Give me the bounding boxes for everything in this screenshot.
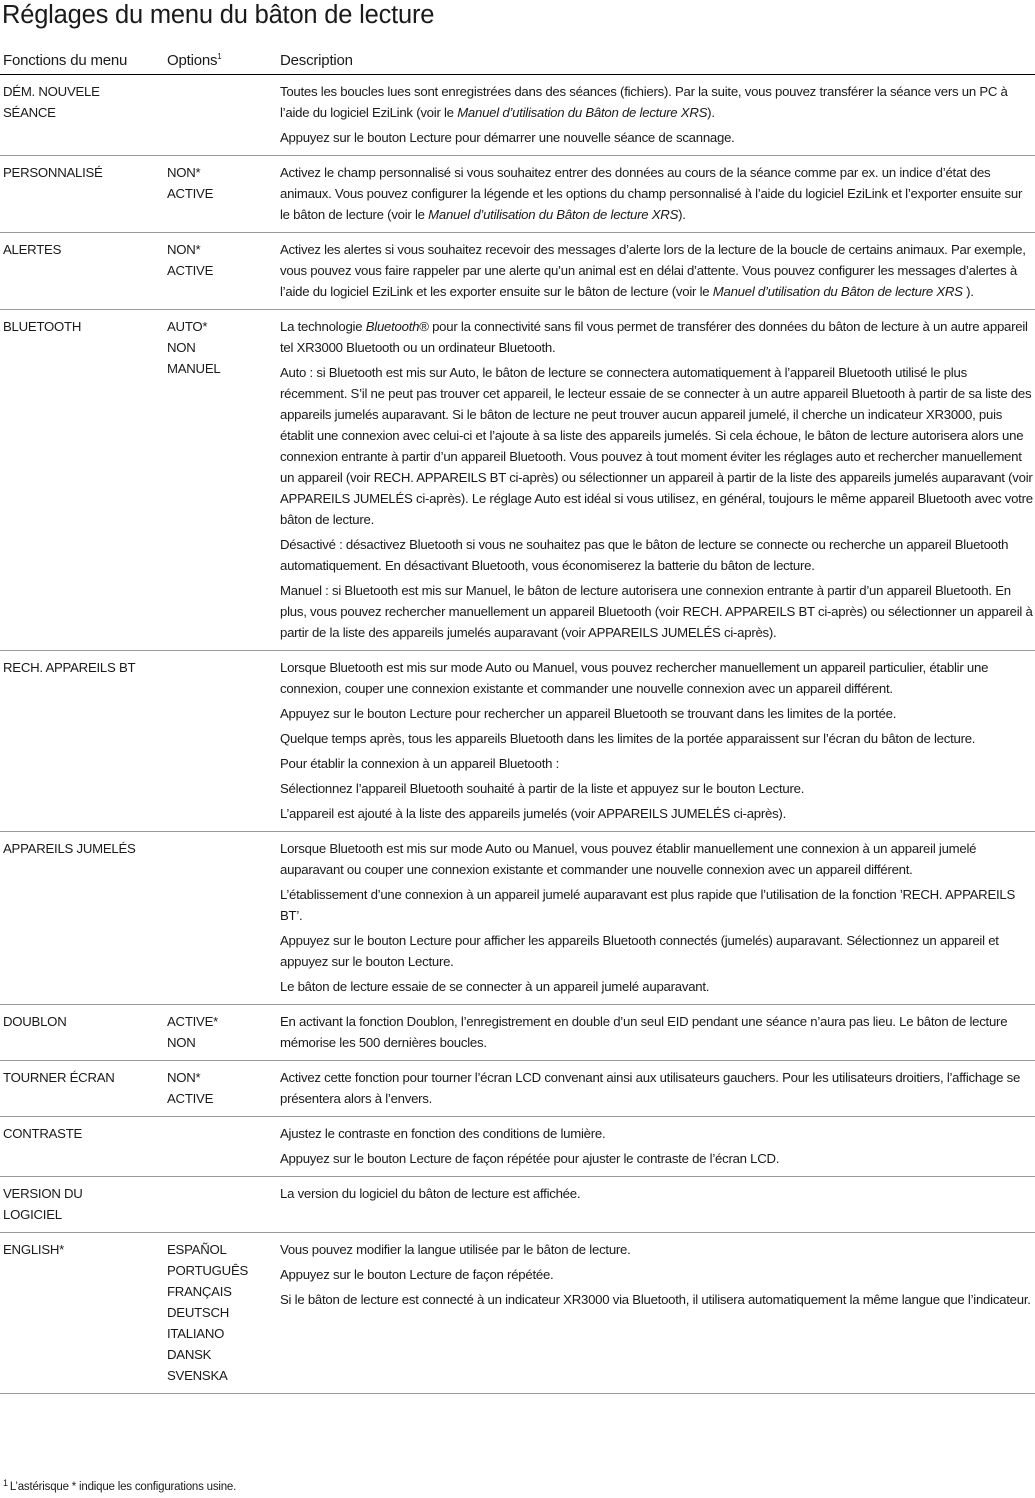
menu-function-cell xyxy=(0,1005,167,1061)
menu-description-cell xyxy=(280,233,1035,310)
table-row-appareils-jumeles xyxy=(0,832,1035,1005)
menu-option-value: MANUEL xyxy=(167,361,221,376)
header-description-label: Description xyxy=(280,52,353,69)
description-text: Quelque temps après, tous les appareils Bluetooth dans les limites de la portée apparaissent sur l’écran du bâton de lecture. xyxy=(280,731,976,746)
menu-description-cell xyxy=(280,1177,1035,1233)
description-text: Auto : si Bluetooth est mis sur Auto, le bâton de lecture se connectera automatiquement à l’appareil Bluetooth utilisé le plus récemment. S’il ne peut pas trouver cet appareil, le lecteur essaie de se connecter à un autre appareil Bluetooth à partir de sa liste des appareils jumelés auparavant. Si le bâton de lecture ne peut trouver aucun appareil jumelé, il cherche un indicateur XR3000, puis établit une connexion avec celui-ci et l’ajoute à sa liste des appareils jumelés. Si cela échoue, le bâton de lecture autorisera alors une connexion entrante à partir d’un appareil Bluetooth. Vous pouvez à tout moment éviter les réglages auto et rechercher manuellement un appareil (voir RECH. APPAREILS BT ci-après) ou sélectionner un appareil à partir de la liste des appareils jumelés auparavant (voir APPAREILS JUMELÉS ci-après). Le réglage Auto est idéal si vous utilisez, en général, toujours le même appareil Bluetooth avec votre bâton de lecture. xyxy=(280,365,1033,527)
description-text: Manuel : si Bluetooth est mis sur Manuel, le bâton de lecture autorisera une connexion entrante à partir d’un appareil Bluetooth. En plus, vous pouvez rechercher manuellement un appareil Bluetooth (voir RECH. APPAREILS BT ci-après) ou sélectionner un appareil à partir de la liste des appareils jumelés auparavant (voir APPAREILS JUMELÉS ci-après). xyxy=(280,583,1033,640)
description-text: Lorsque Bluetooth est mis sur mode Auto ou Manuel, vous pouvez établir manuellement une connexion à un appareil jumelé auparavant ou couper une connexion existante et commander une nouvelle connexion avec un appareil différent. xyxy=(280,841,977,877)
menu-description-cell xyxy=(280,75,1035,156)
menu-description-cell xyxy=(280,832,1035,1005)
menu-option-value: FRANÇAIS xyxy=(167,1284,232,1299)
menu-option-value: DANSK xyxy=(167,1347,212,1362)
description-text: En activant la fonction Doublon, l’enregistrement en double d’un seul EID pendant une séance n’aura pas lieu. Le bâton de lecture mémorise les 500 dernières boucles. xyxy=(280,1014,1008,1050)
header-options-footnote-marker: 1 xyxy=(217,52,222,61)
menu-option-value: ITALIANO xyxy=(167,1326,225,1341)
description-text: Appuyez sur le bouton Lecture pour rechercher un appareil Bluetooth se trouvant dans les limites de la portée. xyxy=(280,706,897,721)
menu-options-cell xyxy=(167,233,280,310)
menu-function-cell xyxy=(0,156,167,233)
menu-function-name: ENGLISH* xyxy=(3,1242,65,1257)
footnote-marker: 1 xyxy=(3,1478,8,1488)
menu-option-value: NON* xyxy=(167,165,201,180)
description-text: Lorsque Bluetooth est mis sur mode Auto ou Manuel, vous pouvez rechercher manuellement un appareil particulier, établir une connexion, couper une connexion existante et commander une nouvelle connexion avec un appareil différent. xyxy=(280,660,989,696)
menu-function-cell xyxy=(0,1117,167,1177)
table-row-dem-nouvelle-seance xyxy=(0,75,1035,156)
description-text: Toutes les boucles lues sont enregistrées dans des séances (fichiers). Par la suite, vous pouvez transférer la séance vers un PC à l’aide du logiciel EziLink (voir le xyxy=(280,84,1008,120)
menu-function-name: DÉM. NOUVELE xyxy=(3,84,100,99)
description-text: Pour établir la connexion à un appareil Bluetooth : xyxy=(280,756,560,771)
table-row-version-du-logiciel xyxy=(0,1177,1035,1233)
description-text: Sélectionnez l’appareil Bluetooth souhaité à partir de la liste et appuyez sur le bouton Lecture. xyxy=(280,781,805,796)
table-row-personnalise xyxy=(0,156,1035,233)
description-paragraph xyxy=(280,728,1035,749)
description-paragraph xyxy=(280,580,1035,643)
description-text: ® pour la connectivité sans fil vous permet de transférer des données du bâton de lecture à un autre appareil tel XR3000 Bluetooth ou un ordinateur Bluetooth. xyxy=(280,319,1028,355)
description-text: ). xyxy=(707,105,715,120)
description-paragraph xyxy=(280,316,1035,358)
description-paragraph xyxy=(280,778,1035,799)
description-text: L’appareil est ajouté à la liste des appareils jumelés (voir APPAREILS JUMELÉS ci-après). xyxy=(280,806,786,821)
manual-reference-italic: Bluetooth xyxy=(365,319,420,334)
description-paragraph xyxy=(280,127,1035,148)
description-paragraph xyxy=(280,1264,1035,1285)
menu-function-name: RECH. APPAREILS BT xyxy=(3,660,136,675)
description-text: La version du logiciel du bâton de lecture est affichée. xyxy=(280,1186,581,1201)
manual-reference-italic: Manuel d’utilisation du Bâton de lecture XRS xyxy=(457,105,708,120)
menu-function-cell xyxy=(0,1061,167,1117)
menu-option-value: ACTIVE xyxy=(167,1091,214,1106)
menu-function-name: ALERTES xyxy=(3,242,62,257)
header-options xyxy=(167,49,280,75)
menu-settings-table xyxy=(0,49,1035,1394)
description-text: L’établissement d’une connexion à un appareil jumelé auparavant est plus rapide que l’utilisation de la fonction ’RECH. APPAREILS BT’. xyxy=(280,887,1016,923)
table-row-rech-appareils-bt xyxy=(0,651,1035,832)
menu-option-value: ACTIVE* xyxy=(167,1014,219,1029)
menu-description-cell xyxy=(280,156,1035,233)
menu-function-cell xyxy=(0,233,167,310)
description-paragraph xyxy=(280,1067,1035,1109)
menu-function-name: SÉANCE xyxy=(3,105,56,120)
menu-option-value: NON xyxy=(167,1035,196,1050)
description-paragraph xyxy=(280,753,1035,774)
menu-function-name: APPAREILS JUMELÉS xyxy=(3,841,136,856)
menu-option-value: ESPAÑOL xyxy=(167,1242,227,1257)
description-paragraph xyxy=(280,703,1035,724)
table-row-alertes xyxy=(0,233,1035,310)
menu-options-cell xyxy=(167,1005,280,1061)
menu-options-cell xyxy=(167,651,280,832)
description-paragraph xyxy=(280,930,1035,972)
menu-options-cell xyxy=(167,1061,280,1117)
menu-function-name: VERSION DU xyxy=(3,1186,83,1201)
description-text: Appuyez sur le bouton Lecture pour démarrer une nouvelle séance de scannage. xyxy=(280,130,735,145)
description-text: Activez le champ personnalisé si vous souhaitez entrer des données au cours de la séance comme par ex. un indice d’état des animaux. Vous pouvez configurer la légende et les options du champ personnalisé à l’aide du logiciel EziLink et l’exporter ensuite sur le bâton de lecture (voir le xyxy=(280,165,1023,222)
page-title: Réglages du menu du bâton de lecture xyxy=(2,1,435,29)
description-paragraph xyxy=(280,1123,1035,1144)
menu-option-value: SVENSKA xyxy=(167,1368,228,1383)
menu-function-name: LOGICIEL xyxy=(3,1207,62,1222)
header-description xyxy=(280,49,1035,75)
description-text: Désactivé : désactivez Bluetooth si vous ne souhaitez pas que le bâton de lecture se connecte ou recherche un appareil Bluetooth automatiquement. En désactivant Bluetooth, vous économiserez la batterie du bâton de lecture. xyxy=(280,537,1009,573)
menu-function-cell xyxy=(0,832,167,1005)
menu-function-cell xyxy=(0,75,167,156)
menu-description-cell xyxy=(280,310,1035,651)
description-text: Vous pouvez modifier la langue utilisée par le bâton de lecture. xyxy=(280,1242,631,1257)
description-paragraph xyxy=(280,81,1035,123)
description-paragraph xyxy=(280,884,1035,926)
description-text: Le bâton de lecture essaie de se connecter à un appareil jumelé auparavant. xyxy=(280,979,710,994)
footnote xyxy=(3,1478,236,1496)
menu-option-value: ACTIVE xyxy=(167,263,214,278)
header-options-label: Options xyxy=(167,52,218,69)
menu-options-cell xyxy=(167,1117,280,1177)
menu-options-cell xyxy=(167,1177,280,1233)
menu-options-cell xyxy=(167,75,280,156)
menu-description-cell xyxy=(280,1117,1035,1177)
table-row-contraste xyxy=(0,1117,1035,1177)
description-paragraph xyxy=(280,838,1035,880)
menu-option-value: AUTO* xyxy=(167,319,208,334)
menu-function-name: TOURNER ÉCRAN xyxy=(3,1070,115,1085)
menu-option-value: NON* xyxy=(167,1070,201,1085)
menu-description-cell xyxy=(280,1061,1035,1117)
header-function-label: Fonctions du menu xyxy=(3,52,128,69)
menu-function-cell xyxy=(0,651,167,832)
description-paragraph xyxy=(280,239,1035,302)
description-text: Activez cette fonction pour tourner l’écran LCD convenant ainsi aux utilisateurs gauchers. Pour les utilisateurs droitiers, l’affichage se présentera alors à l’envers. xyxy=(280,1070,1021,1106)
menu-function-cell xyxy=(0,1233,167,1394)
description-text: Activez les alertes si vous souhaitez recevoir des messages d’alerte lors de la lecture de la boucle de certains animaux. Par exemple, vous pouvez vous faire rappeler par une alerte qu’un animal est en délai d’attente. Vous pouvez configurer les messages d’alertes à l’aide du logiciel EziLink et les exporter ensuite sur le bâton de lecture (voir le xyxy=(280,242,1026,299)
table-header-row xyxy=(0,49,1035,75)
description-text: ). xyxy=(962,284,974,299)
menu-options-cell xyxy=(167,310,280,651)
menu-function-cell xyxy=(0,310,167,651)
menu-options-cell xyxy=(167,832,280,1005)
description-paragraph xyxy=(280,976,1035,997)
manual-reference-italic: Manuel d’utilisation du Bâton de lecture XRS xyxy=(712,284,963,299)
description-paragraph xyxy=(280,362,1035,530)
menu-option-value: NON* xyxy=(167,242,201,257)
description-text: Ajustez le contraste en fonction des conditions de lumière. xyxy=(280,1126,606,1141)
header-function xyxy=(0,49,167,75)
description-paragraph xyxy=(280,803,1035,824)
description-paragraph xyxy=(280,1239,1035,1260)
menu-description-cell xyxy=(280,1233,1035,1394)
table-body xyxy=(0,75,1035,1394)
table-row-doublon xyxy=(0,1005,1035,1061)
menu-option-value: ACTIVE xyxy=(167,186,214,201)
description-text: Appuyez sur le bouton Lecture pour afficher les appareils Bluetooth connectés (jumelés) auparavant. Sélectionnez un appareil et appuyez sur le bouton Lecture. xyxy=(280,933,999,969)
menu-option-value: PORTUGUÊS xyxy=(167,1263,249,1278)
table-row-tourner-ecran xyxy=(0,1061,1035,1117)
menu-function-name: PERSONNALISÉ xyxy=(3,165,103,180)
description-text: ). xyxy=(678,207,686,222)
description-paragraph xyxy=(280,162,1035,225)
menu-description-cell xyxy=(280,1005,1035,1061)
description-paragraph xyxy=(280,1183,1035,1204)
menu-option-value: DEUTSCH xyxy=(167,1305,229,1320)
menu-function-name: DOUBLON xyxy=(3,1014,67,1029)
table-row-english xyxy=(0,1233,1035,1394)
description-paragraph xyxy=(280,657,1035,699)
description-text: La technologie xyxy=(280,319,366,334)
menu-function-name: BLUETOOTH xyxy=(3,319,82,334)
menu-options-cell xyxy=(167,156,280,233)
description-paragraph xyxy=(280,534,1035,576)
description-text: Si le bâton de lecture est connecté à un indicateur XR3000 via Bluetooth, il utilisera automatiquement la même langue que l’indicateur. xyxy=(280,1292,1031,1307)
table-row-bluetooth xyxy=(0,310,1035,651)
description-text: Appuyez sur le bouton Lecture de façon répétée pour ajuster le contraste de l’écran LCD. xyxy=(280,1151,780,1166)
description-paragraph xyxy=(280,1148,1035,1169)
menu-description-cell xyxy=(280,651,1035,832)
menu-options-cell xyxy=(167,1233,280,1394)
menu-function-cell xyxy=(0,1177,167,1233)
menu-option-value: NON xyxy=(167,340,196,355)
description-text: Appuyez sur le bouton Lecture de façon répétée. xyxy=(280,1267,554,1282)
description-paragraph xyxy=(280,1289,1035,1310)
footnote-text: L’astérisque * indique les configurations usine. xyxy=(9,1481,237,1493)
manual-reference-italic: Manuel d’utilisation du Bâton de lecture XRS xyxy=(428,207,679,222)
description-paragraph xyxy=(280,1011,1035,1053)
menu-function-name: CONTRASTE xyxy=(3,1126,83,1141)
